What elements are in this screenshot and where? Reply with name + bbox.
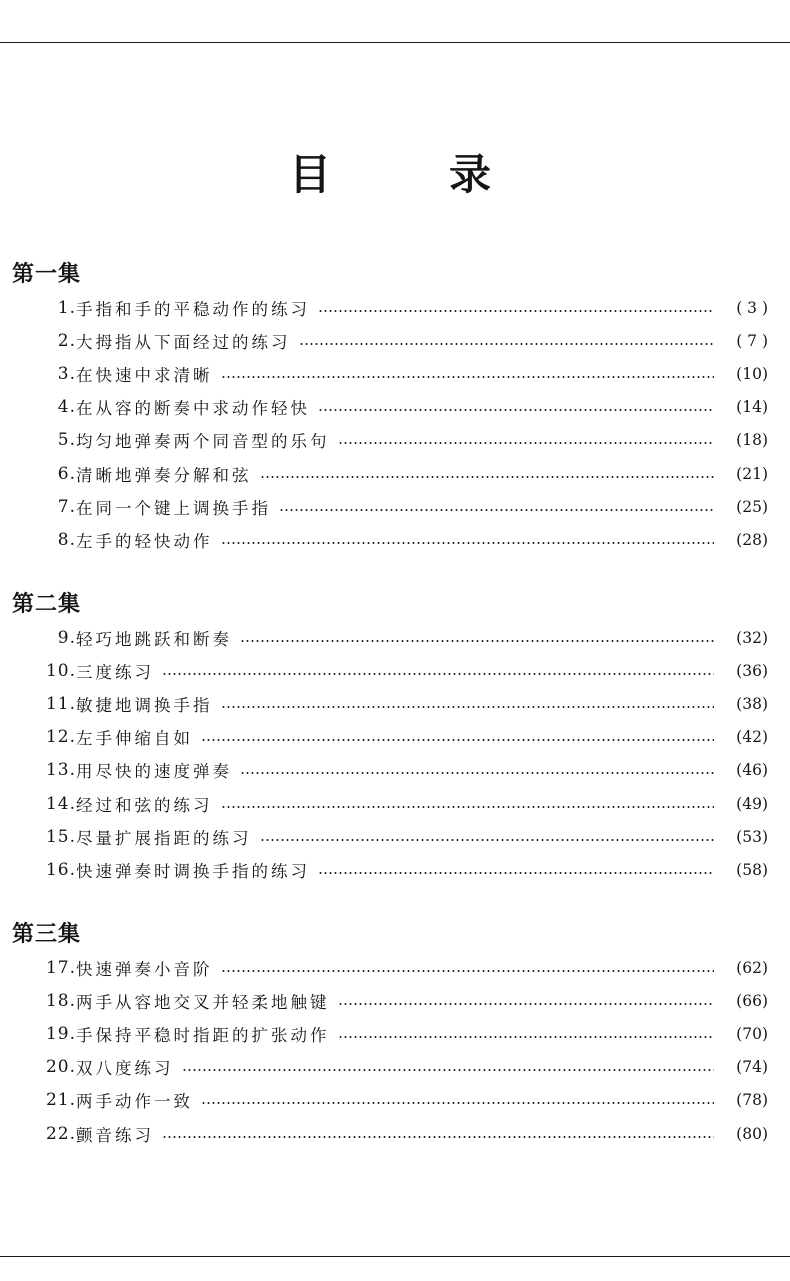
dot-leader bbox=[221, 806, 715, 808]
entry-number: 15. bbox=[45, 826, 76, 847]
toc-entry bbox=[0, 787, 790, 820]
page-title-char-2: 录 bbox=[449, 150, 492, 199]
dot-leader bbox=[221, 542, 715, 544]
entry-title: 在从容的断奏中求动作轻快 bbox=[76, 399, 310, 419]
entry-title: 轻巧地跳跃和断奏 bbox=[76, 629, 232, 649]
entry-title: 手保持平稳时指距的扩张动作 bbox=[76, 1025, 330, 1045]
dot-leader bbox=[162, 673, 714, 675]
entry-number: 2. bbox=[57, 330, 76, 351]
entry-title: 在同一个键上调换手指 bbox=[76, 498, 271, 518]
dot-leader bbox=[260, 839, 715, 841]
dot-leader bbox=[338, 1036, 715, 1038]
dot-leader bbox=[221, 706, 715, 708]
entry-number: 5. bbox=[57, 430, 76, 451]
entry-page: (46) bbox=[736, 761, 768, 780]
page-title-char-1: 目 bbox=[289, 150, 332, 199]
toc-list bbox=[0, 621, 790, 887]
entry-number: 6. bbox=[57, 463, 76, 484]
entry-page: (49) bbox=[736, 794, 768, 813]
entry-number: 11. bbox=[45, 693, 76, 714]
entry-number: 13. bbox=[45, 760, 76, 781]
section-heading: 第一集 bbox=[12, 261, 82, 287]
toc-entry bbox=[0, 951, 790, 984]
toc-list bbox=[0, 951, 790, 1150]
entry-title: 敏捷地调换手指 bbox=[76, 695, 213, 715]
entry-title: 左手伸缩自如 bbox=[76, 729, 193, 749]
toc-list bbox=[0, 291, 790, 557]
entry-page: (80) bbox=[736, 1124, 768, 1143]
entry-number: 19. bbox=[45, 1023, 76, 1044]
dot-leader bbox=[299, 343, 715, 345]
entry-title: 清晰地弹奏分解和弦 bbox=[76, 465, 252, 485]
entry-title: 用尽快的速度弹奏 bbox=[76, 762, 232, 782]
entry-number: 9. bbox=[57, 627, 76, 648]
entry-page: (32) bbox=[736, 628, 768, 647]
entry-number: 1. bbox=[57, 297, 76, 318]
entry-title: 三度练习 bbox=[76, 662, 154, 682]
toc-entry bbox=[0, 457, 790, 490]
dot-leader bbox=[221, 376, 715, 378]
toc-entry bbox=[0, 820, 790, 853]
entry-title: 大拇指从下面经过的练习 bbox=[76, 332, 291, 352]
entry-page: (28) bbox=[736, 530, 768, 549]
entry-page: (21) bbox=[736, 464, 768, 483]
toc-entry bbox=[0, 1051, 790, 1084]
entry-number: 10. bbox=[45, 660, 76, 681]
entry-page: (62) bbox=[736, 958, 768, 977]
entry-page: (25) bbox=[736, 497, 768, 516]
entry-title: 两手动作一致 bbox=[76, 1092, 193, 1112]
entry-page: (36) bbox=[736, 661, 768, 680]
entry-title: 在快速中求清晰 bbox=[76, 365, 213, 385]
entry-number: 3. bbox=[57, 363, 76, 384]
toc-entry bbox=[0, 853, 790, 886]
entry-number: 16. bbox=[45, 859, 76, 880]
entry-number: 17. bbox=[45, 957, 76, 978]
dot-leader bbox=[338, 1003, 715, 1005]
entry-title: 双八度练习 bbox=[76, 1059, 174, 1079]
entry-title: 尽量扩展指距的练习 bbox=[76, 828, 252, 848]
entry-number: 12. bbox=[45, 727, 76, 748]
dot-leader bbox=[338, 442, 715, 444]
toc-entry bbox=[0, 721, 790, 754]
bottom-rule bbox=[0, 1256, 790, 1257]
top-rule bbox=[0, 42, 790, 43]
entry-title: 均匀地弹奏两个同音型的乐句 bbox=[76, 432, 330, 452]
entry-title: 左手的轻快动作 bbox=[76, 531, 213, 551]
toc-entry bbox=[0, 621, 790, 654]
entry-title: 手指和手的平稳动作的练习 bbox=[76, 299, 310, 319]
entry-page: (10) bbox=[736, 364, 768, 383]
dot-leader bbox=[279, 509, 714, 511]
entry-page: (74) bbox=[736, 1058, 768, 1077]
entry-page: (70) bbox=[736, 1024, 768, 1043]
entry-page: (14) bbox=[736, 398, 768, 417]
entry-page: (78) bbox=[736, 1091, 768, 1110]
entry-title: 两手从容地交叉并轻柔地触键 bbox=[76, 992, 330, 1012]
toc-entry bbox=[0, 654, 790, 687]
entry-page: (38) bbox=[736, 694, 768, 713]
toc-entry bbox=[0, 424, 790, 457]
entry-page: ( 7 ) bbox=[736, 331, 768, 350]
dot-leader bbox=[260, 476, 715, 478]
entry-page: (18) bbox=[736, 431, 768, 450]
entry-number: 22. bbox=[45, 1123, 76, 1144]
dot-leader bbox=[182, 1069, 715, 1071]
entry-page: ( 3 ) bbox=[736, 298, 768, 317]
dot-leader bbox=[240, 772, 714, 774]
toc-entry bbox=[0, 754, 790, 787]
entry-page: (58) bbox=[736, 860, 768, 879]
entry-number: 4. bbox=[57, 397, 76, 418]
dot-leader bbox=[201, 739, 714, 741]
dot-leader bbox=[240, 640, 714, 642]
toc-entry bbox=[0, 1117, 790, 1150]
toc-entry bbox=[0, 490, 790, 523]
entry-title: 经过和弦的练习 bbox=[76, 795, 213, 815]
dot-leader bbox=[162, 1136, 714, 1138]
dot-leader bbox=[318, 872, 714, 874]
entry-title: 快速弹奏时调换手指的练习 bbox=[76, 861, 310, 881]
entry-page: (42) bbox=[736, 728, 768, 747]
dot-leader bbox=[318, 310, 714, 312]
section-heading: 第三集 bbox=[12, 921, 82, 947]
entry-number: 14. bbox=[45, 793, 76, 814]
entry-number: 18. bbox=[45, 990, 76, 1011]
entry-number: 7. bbox=[57, 496, 76, 517]
toc-entry bbox=[0, 523, 790, 556]
dot-leader bbox=[201, 1102, 714, 1104]
toc-entry bbox=[0, 391, 790, 424]
entry-page: (66) bbox=[736, 991, 768, 1010]
toc-entry bbox=[0, 357, 790, 390]
toc-entry bbox=[0, 1017, 790, 1050]
entry-number: 20. bbox=[45, 1057, 76, 1078]
entry-page: (53) bbox=[736, 827, 768, 846]
entry-title: 快速弹奏小音阶 bbox=[76, 959, 213, 979]
dot-leader bbox=[221, 970, 715, 972]
toc-entry bbox=[0, 687, 790, 720]
dot-leader bbox=[318, 409, 714, 411]
section-heading: 第二集 bbox=[12, 591, 82, 617]
toc-entry bbox=[0, 291, 790, 324]
entry-number: 8. bbox=[57, 529, 76, 550]
toc-entry bbox=[0, 1084, 790, 1117]
page-title bbox=[0, 142, 790, 202]
entry-title: 颤音练习 bbox=[76, 1125, 154, 1145]
toc-entry bbox=[0, 984, 790, 1017]
entry-number: 21. bbox=[45, 1090, 76, 1111]
toc-entry bbox=[0, 324, 790, 357]
